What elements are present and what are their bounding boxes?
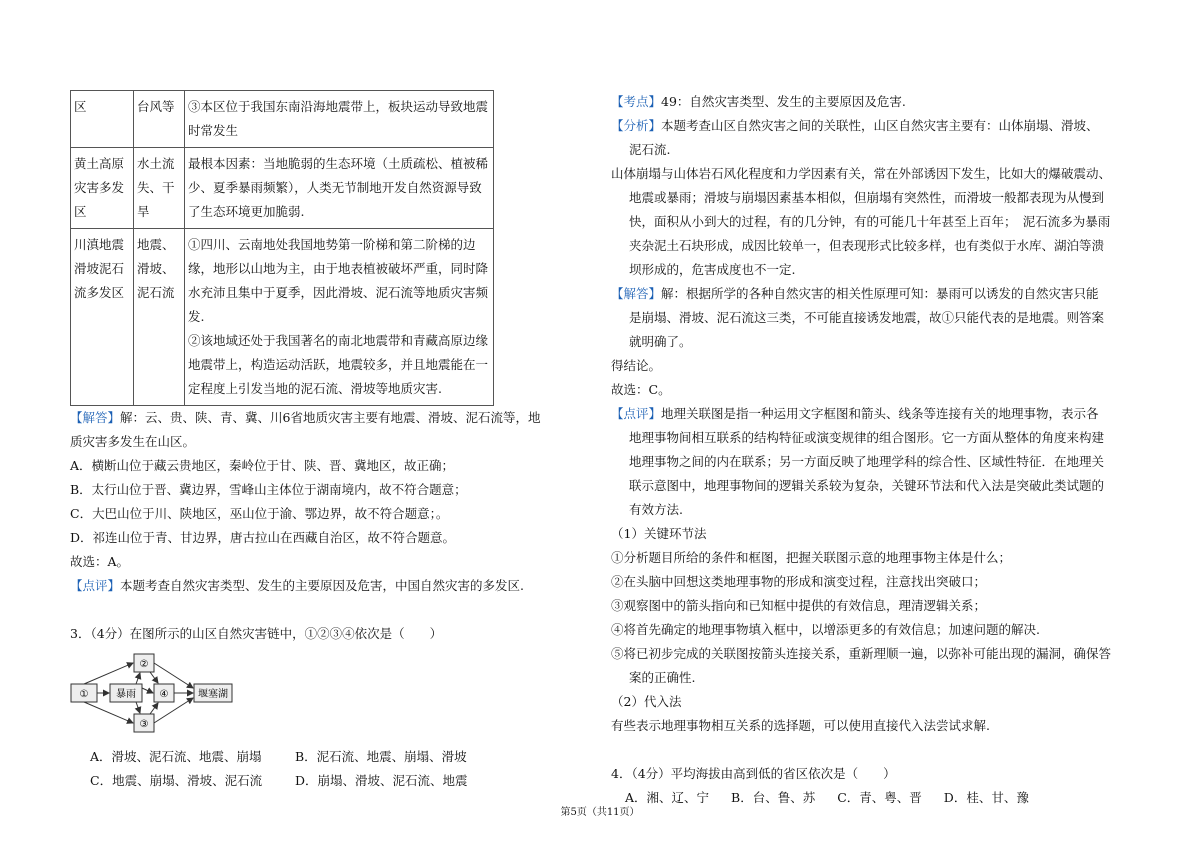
dianping-paragraph xyxy=(611,402,1111,522)
dianping-paragraph xyxy=(70,574,552,598)
option-b-explain: B．太行山位于晋、冀边界，雪峰山主体位于湖南境内，故不符合题意； xyxy=(70,482,467,497)
dianping-tag: 【点评】 xyxy=(611,406,662,421)
table-cell: 地震、滑坡、泥石流 xyxy=(134,229,185,406)
answer-line: 故选：C。 xyxy=(611,382,671,397)
table-cell: 区 xyxy=(71,91,134,148)
table-cell: 川滇地震滑坡泥石流多发区 xyxy=(71,229,134,406)
method-step-1: ①分析题目所给的条件和框图，把握关联图示意的地理事物主体是什么； xyxy=(611,550,1012,565)
q4-option-b[interactable]: B．台、鲁、苏 xyxy=(731,790,816,805)
q4-option-c[interactable]: C．青、粤、晋 xyxy=(837,790,922,805)
dianping-text: 本题考查自然灾害类型、发生的主要原因及危害，中国自然灾害的多发区. xyxy=(120,578,524,593)
table-cell-para: ①四川、云南地处我国地势第一阶梯和第二阶梯的边缘，地形以山地为主，由于地表植被破坏严重，同时降水充沛且集中于夏季，因此滑坡、泥石流等地质灾害频发. xyxy=(188,237,489,324)
option-a-explain: A．横断山位于藏云贵地区，秦岭位于甘、陕、晋、冀地区，故正确； xyxy=(70,458,455,473)
method-step-5: ⑤将已初步完成的关联图按箭头连接关系，重新理顺一遍，以弥补可能出现的漏洞，确保答案的正确性. xyxy=(611,646,1112,685)
page-footer: 第5页（共11页） xyxy=(560,807,640,818)
method-1-title: （1）关键环节法 xyxy=(611,526,707,541)
answer-line: 故选：A。 xyxy=(70,554,130,569)
table-cell: 黄土高原灾害多发区 xyxy=(71,148,134,229)
table-cell: 台风等 xyxy=(134,91,185,148)
dianping-tag: 【点评】 xyxy=(70,578,121,593)
label-rain: 暴雨 xyxy=(116,689,136,700)
jieda-tag: 【解答】 xyxy=(70,410,121,425)
method-step-2: ②在头脑中回想这类地理事物的形成和演变过程，注意找出突破口； xyxy=(611,574,987,589)
label-lake: 堰塞湖 xyxy=(198,689,228,700)
option-c-explain: C．大巴山位于川、陕地区，巫山位于渝、鄂边界，故不符合题意；。 xyxy=(70,506,449,521)
fenxi-text: 本题考查山区自然灾害之间的关联性，山区自然灾害主要有：山体崩塌、滑坡、泥石流. xyxy=(629,118,1099,157)
q4-option-d[interactable]: D．桂、甘、豫 xyxy=(943,790,1029,805)
table-cell: ③本区位于我国东南沿海地震带上，板块运动导致地震时常发生 xyxy=(185,91,494,148)
jieda-text: 解：根据所学的各种自然灾害的相关性原理可知：暴雨可以诱发的自然灾害只能是崩塌、滑坡、泥石流这三类，不可能直接诱发地震，故①只能代表的是地震。则答案就明确了。 xyxy=(629,286,1105,349)
q3-option-c[interactable]: C．地震、崩塌、滑坡、泥石流 xyxy=(90,773,263,788)
table-row xyxy=(71,229,494,406)
left-column xyxy=(70,90,552,793)
kaodian-text: 49：自然灾害类型、发生的主要原因及危害. xyxy=(661,94,906,109)
kaodian-tag: 【考点】 xyxy=(611,94,662,109)
disaster-chain-diagram xyxy=(70,652,270,734)
fenxi-tag: 【分析】 xyxy=(611,118,662,133)
q3-option-b[interactable]: B．泥石流、地震、崩塌、滑坡 xyxy=(295,749,467,764)
method-2-text: 有些表示地理事物相互关系的选择题，可以使用直接代入法尝试求解. xyxy=(611,718,990,733)
fenxi-paragraph xyxy=(611,114,1111,162)
q3-stem: 3．（4分）在图所示的山区自然灾害链中，①②③④依次是（ ） xyxy=(70,626,443,641)
jieda-text: 解：云、贵、陕、青、冀、川6省地质灾害主要有地震、滑坡、泥石流等，地质灾害多发生在山区。 xyxy=(70,410,541,449)
q3-option-a[interactable]: A．滑坡、泥石流、地震、崩塌 xyxy=(90,749,262,764)
method-step-4: ④将首先确定的地理事物填入框中，以增添更多的有效信息；加速问题的解决. xyxy=(611,622,1040,637)
table-row xyxy=(71,148,494,229)
label-3: ③ xyxy=(139,719,149,730)
q4-option-a[interactable]: A．湘、辽、宁 xyxy=(625,790,710,805)
disaster-table xyxy=(70,90,494,406)
table-row xyxy=(71,91,494,148)
dianping-text: 地理关联图是指一种运用文字框图和箭头、线条等连接有关的地理事物，表示各地理事物间相互联系的结构特征或演变规律的组合图形。它一方面从整体的角度来构建地理事物之间的内在联系；另一方面反映了地理学科的综合性、区域性特征．在地理关联示意图中，地理事物间的逻辑关系较为复杂，关键环节法和代入法是突破此类试题的有效方法. xyxy=(629,406,1105,517)
method-step-3: ③观察图中的箭头指向和已知框中提供的有效信息，理清逻辑关系； xyxy=(611,598,987,613)
conclusion-line: 得结论。 xyxy=(611,358,662,373)
label-2: ② xyxy=(139,659,149,670)
table-cell xyxy=(185,229,494,406)
jieda-tag: 【解答】 xyxy=(611,286,662,301)
table-cell: 水土流失、干旱 xyxy=(134,148,185,229)
q3-option-d[interactable]: D．崩塌、滑坡、泥石流、地震 xyxy=(295,773,468,788)
table-cell: 最根本因素：当地脆弱的生态环境（土质疏松、植被稀少、夏季暴雨频繁），人类无节制地开发自然资源导致了生态环境更加脆弱. xyxy=(185,148,494,229)
label-4: ④ xyxy=(159,689,169,700)
q4-stem: 4．（4分）平均海拔由高到低的省区依次是（ ） xyxy=(611,766,896,781)
right-column xyxy=(611,90,1111,810)
kaodian-paragraph xyxy=(611,90,1111,114)
option-d-explain: D．祁连山位于青、甘边界，唐古拉山在西藏自治区，故不符合题意。 xyxy=(70,530,456,545)
jieda-paragraph xyxy=(70,406,552,454)
label-1: ① xyxy=(79,689,89,700)
method-2-title: （2）代入法 xyxy=(611,694,682,709)
jieda-paragraph xyxy=(611,282,1111,354)
fenxi-paragraph-2: 山体崩塌与山体岩石风化程度和力学因素有关，常在外部诱因下发生，比如大的爆破震动、地震或暴雨；滑坡与崩塌因素基本相似，但崩塌有突然性，而滑坡一般都表现为从慢到快，面积从小到大的过程，有的几分钟，有的可能几十年甚至上百年； 泥石流多为暴雨夹杂泥土石块形成，成因比较单一，但表现形式比较多样，也有类似于水库、湖泊等溃坝形成的，危害成度也不一定. xyxy=(611,166,1112,277)
q3-options xyxy=(70,745,550,793)
table-cell-para: ②该地域还处于我国著名的南北地震带和青藏高原边缘地震带上，构造运动活跃，地震较多，并且地震能在一定程度上引发当地的泥石流、滑坡等地质灾害. xyxy=(188,333,489,396)
